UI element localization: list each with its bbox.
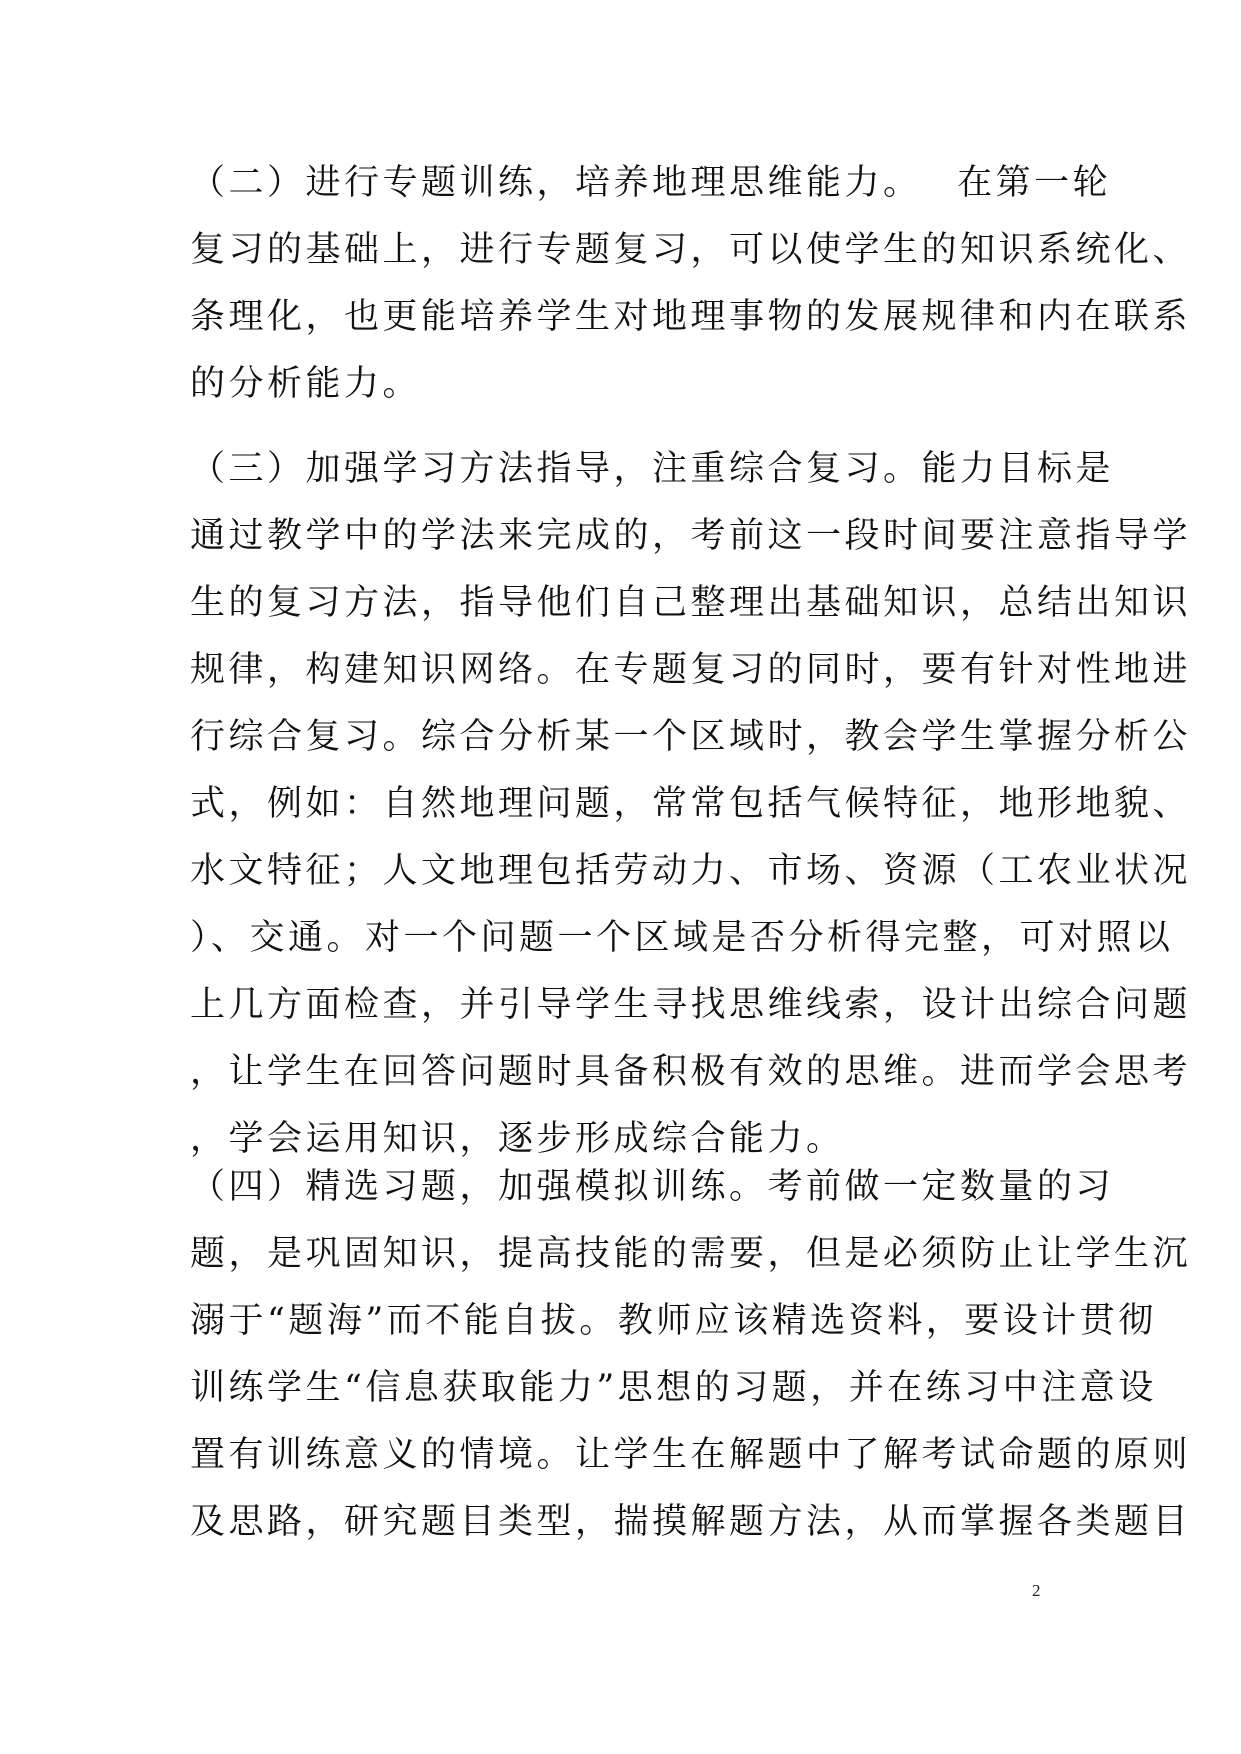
text-line: （三）加强学习方法指导，注重综合复习。能力目标是	[190, 449, 1115, 489]
text-line: 水文特征；人文地理包括劳动力、市场、资源（工农业状况	[190, 851, 1192, 891]
text-line: 通过教学中的学法来完成的，考前这一段时间要注意指导学	[190, 516, 1192, 556]
text-line: 条理化，也更能培养学生对地理事物的发展规律和内在联系	[190, 297, 1192, 337]
text-line: 生的复习方法，指导他们自己整理出基础知识，总结出知识	[190, 583, 1192, 623]
text-line: 题，是巩固知识，提高技能的需要，但是必须防止让学生沉	[190, 1234, 1192, 1274]
text-line: 置有训练意义的情境。让学生在解题中了解考试命题的原则	[190, 1435, 1192, 1475]
text-line: 上几方面检查，并引导学生寻找思维线索，设计出综合问题	[190, 985, 1192, 1025]
page-number: 2	[1032, 1581, 1041, 1600]
text-line: 及思路，研究题目类型，揣摸解题方法，从而掌握各类题目	[190, 1502, 1192, 1542]
text-line: 规律，构建知识网络。在专题复习的同时，要有针对性地进	[190, 650, 1192, 690]
paragraph-study-methods	[190, 436, 1192, 1173]
text-line: ，学会运用知识，逐步形成综合能力。	[190, 1119, 845, 1159]
paragraph-practice-exercises	[190, 1154, 1192, 1556]
text-line: ，让学生在回答问题时具备积极有效的思维。进而学会思考	[190, 1052, 1192, 1092]
text-line: 溺于“题海”而不能自拔。教师应该精选资料，要设计贯彻	[190, 1301, 1157, 1341]
text-line: 的分析能力。	[190, 364, 422, 404]
paragraph-topic-training	[190, 150, 1192, 418]
text-line: 式，例如：自然地理问题，常常包括气候特征，地形地貌、	[190, 784, 1192, 824]
text-line: （四）精选习题，加强模拟训练。考前做一定数量的习	[190, 1167, 1115, 1207]
text-line: 行综合复习。综合分析某一个区域时，教会学生掌握分析公	[190, 717, 1192, 757]
text-line: ）、交通。对一个问题一个区域是否分析得完整，可对照以	[190, 918, 1174, 958]
text-line: （二）进行专题训练，培养地理思维能力。 在第一轮	[190, 163, 1112, 203]
text-line: 训练学生“信息获取能力”思想的习题，并在练习中注意设	[190, 1368, 1157, 1408]
text-line: 复习的基础上，进行专题复习，可以使学生的知识系统化、	[190, 230, 1192, 270]
